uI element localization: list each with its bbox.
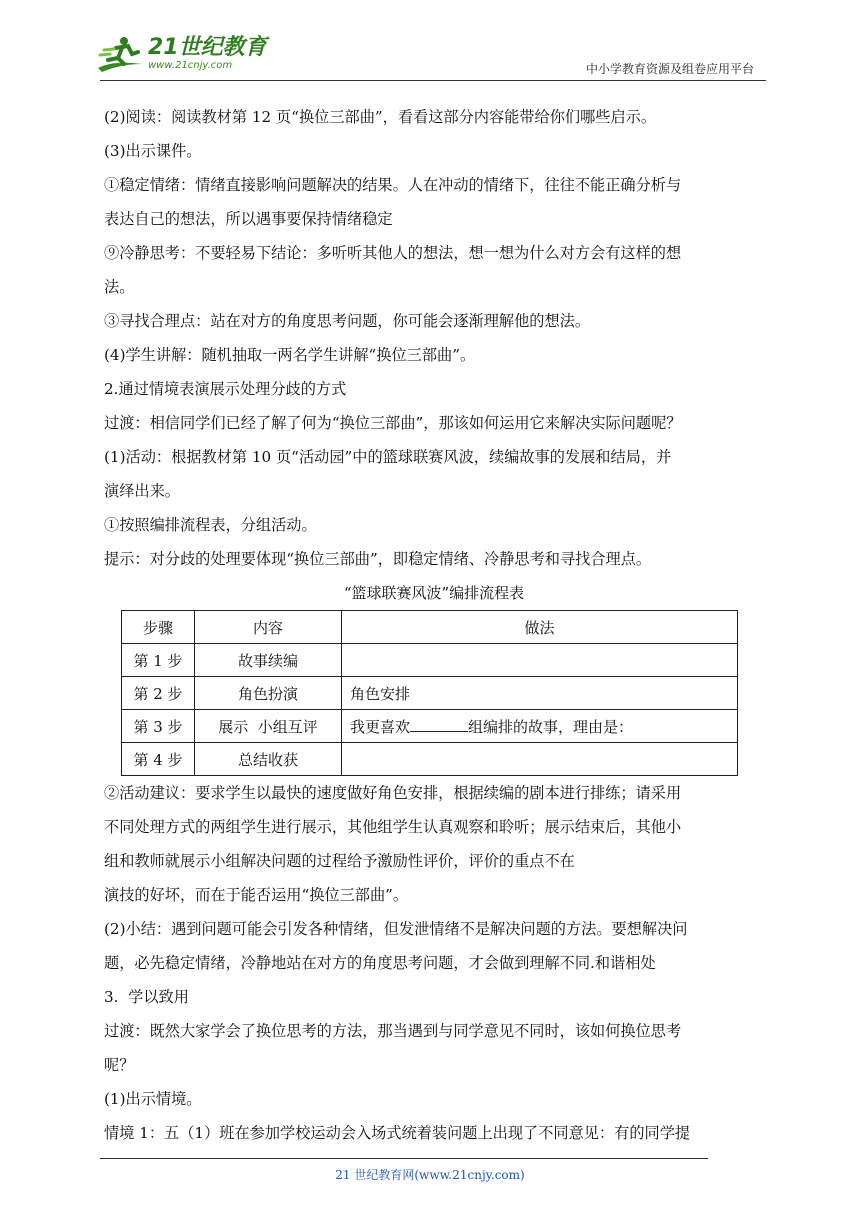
logo: [94, 34, 267, 74]
table-cell-step: 第 2 步: [122, 677, 195, 710]
paragraph: (4)学生讲解：随机抽取一两名学生讲解“换位三部曲”。: [104, 346, 476, 364]
paragraph: (2)阅读：阅读教材第 12 页“换位三部曲”，看看这部分内容能带给你们哪些启示。: [104, 108, 657, 126]
table-header-cell: 内容: [195, 611, 342, 644]
table-header-cell: 步骤: [122, 611, 195, 644]
paragraph: ③寻找合理点：站在对方的角度思考问题，你可能会逐渐理解他的想法。: [104, 312, 590, 330]
paragraph: 表达自己的想法，所以遇事要保持情绪稳定: [104, 210, 393, 228]
document-body: [104, 100, 764, 1150]
table-row: [122, 644, 738, 677]
footer-divider: [100, 1158, 708, 1159]
table-cell-content: 角色扮演: [195, 677, 342, 710]
paragraph: 演技的好坏，而在于能否运用“换位三部曲”。: [104, 886, 409, 904]
paragraph: 呢？: [104, 1056, 135, 1074]
paragraph: 题，必先稳定情绪，冷静地站在对方的角度思考问题，才会做到理解不同.和谐相处: [104, 954, 656, 972]
logo-url: www.21cnjy.com: [148, 60, 233, 71]
method-prefix: 我更喜欢: [350, 717, 411, 736]
table-cell-content: 展示 小组互评: [195, 710, 342, 743]
method-suffix: 组编排的故事，理由是：: [468, 717, 634, 736]
paragraph: 法。: [104, 278, 135, 296]
table-row: [122, 743, 738, 776]
table-cell-method: [342, 743, 738, 776]
platform-name: 中小学教育资源及组卷应用平台: [585, 62, 754, 76]
table-header-row: [122, 611, 738, 644]
table-cell-method: [342, 644, 738, 677]
paragraph: 组和教师就展示小组解决问题的过程给予激励性评价，评价的重点不在: [104, 852, 575, 870]
logo-title: 21世纪教育: [148, 35, 267, 60]
paragraph: 过渡：既然大家学会了换位思考的方法，那当遇到与同学意见不同时，该如何换位思考: [104, 1022, 682, 1040]
paragraph: 情境 1：五（1）班在参加学校运动会入场式统着装问题上出现了不同意见：有的同学提: [104, 1124, 691, 1142]
section-heading: 3. 学以致用: [104, 988, 189, 1006]
paragraph: ②活动建议：要求学生以最快的速度做好角色安排，根据续编的剧本进行排练；请采用: [104, 784, 682, 802]
paragraph: 演绎出来。: [104, 482, 180, 500]
table-row: [122, 710, 738, 743]
paragraph: 过渡：相信同学们已经了解了何为“换位三部曲”，那该如何运用它来解决实际问题呢？: [104, 414, 682, 432]
table-cell-step: 第 4 步: [122, 743, 195, 776]
fill-in-blank: [410, 717, 468, 732]
header-divider: [100, 80, 766, 81]
page-header: [94, 30, 766, 80]
table-cell-step: 第 3 步: [122, 710, 195, 743]
paragraph: 不同处理方式的两组学生进行展示，其他组学生认真观察和聆听；展示结束后，其他小: [104, 818, 682, 836]
table-header-cell: 做法: [342, 611, 738, 644]
section-heading: 2.通过情境表演展示处理分歧的方式: [104, 380, 347, 398]
table-cell-content: 总结收获: [195, 743, 342, 776]
paragraph: ①按照编排流程表，分组活动。: [104, 516, 317, 534]
paragraph: ⑨冷静思考：不要轻易下结论：多听听其他人的想法，想一想为什么对方会有这样的想: [104, 244, 682, 262]
footer-text: 21 世纪教育网(www.21cnjy.com): [335, 1168, 525, 1182]
table-title: “篮球联赛风波”编排流程表: [343, 584, 525, 602]
table-cell-content: 故事续编: [195, 644, 342, 677]
paragraph: (1)出示情境。: [104, 1090, 202, 1108]
paragraph: (1)活动：根据教材第 10 页“活动园”中的篮球联赛风波，续编故事的发展和结局，并: [104, 448, 672, 466]
paragraph: 提示：对分歧的处理要体现“换位三部曲”，即稳定情绪、冷静思考和寻找合理点。: [104, 550, 652, 568]
table-cell-step: 第 1 步: [122, 644, 195, 677]
paragraph: (3)出示课件。: [104, 142, 202, 160]
runner-logo-icon: [94, 34, 146, 74]
table-cell-method: 角色安排: [342, 677, 738, 710]
table-row: [122, 677, 738, 710]
paragraph: (2)小结：遇到问题可能会引发各种情绪，但发泄情绪不是解决问题的方法。要想解决问: [104, 920, 688, 938]
paragraph: ①稳定情绪：情绪直接影响问题解决的结果。人在冲动的情绪下，往往不能正确分析与: [104, 176, 682, 194]
table-cell-method: [342, 710, 738, 743]
flow-table: [121, 610, 738, 776]
